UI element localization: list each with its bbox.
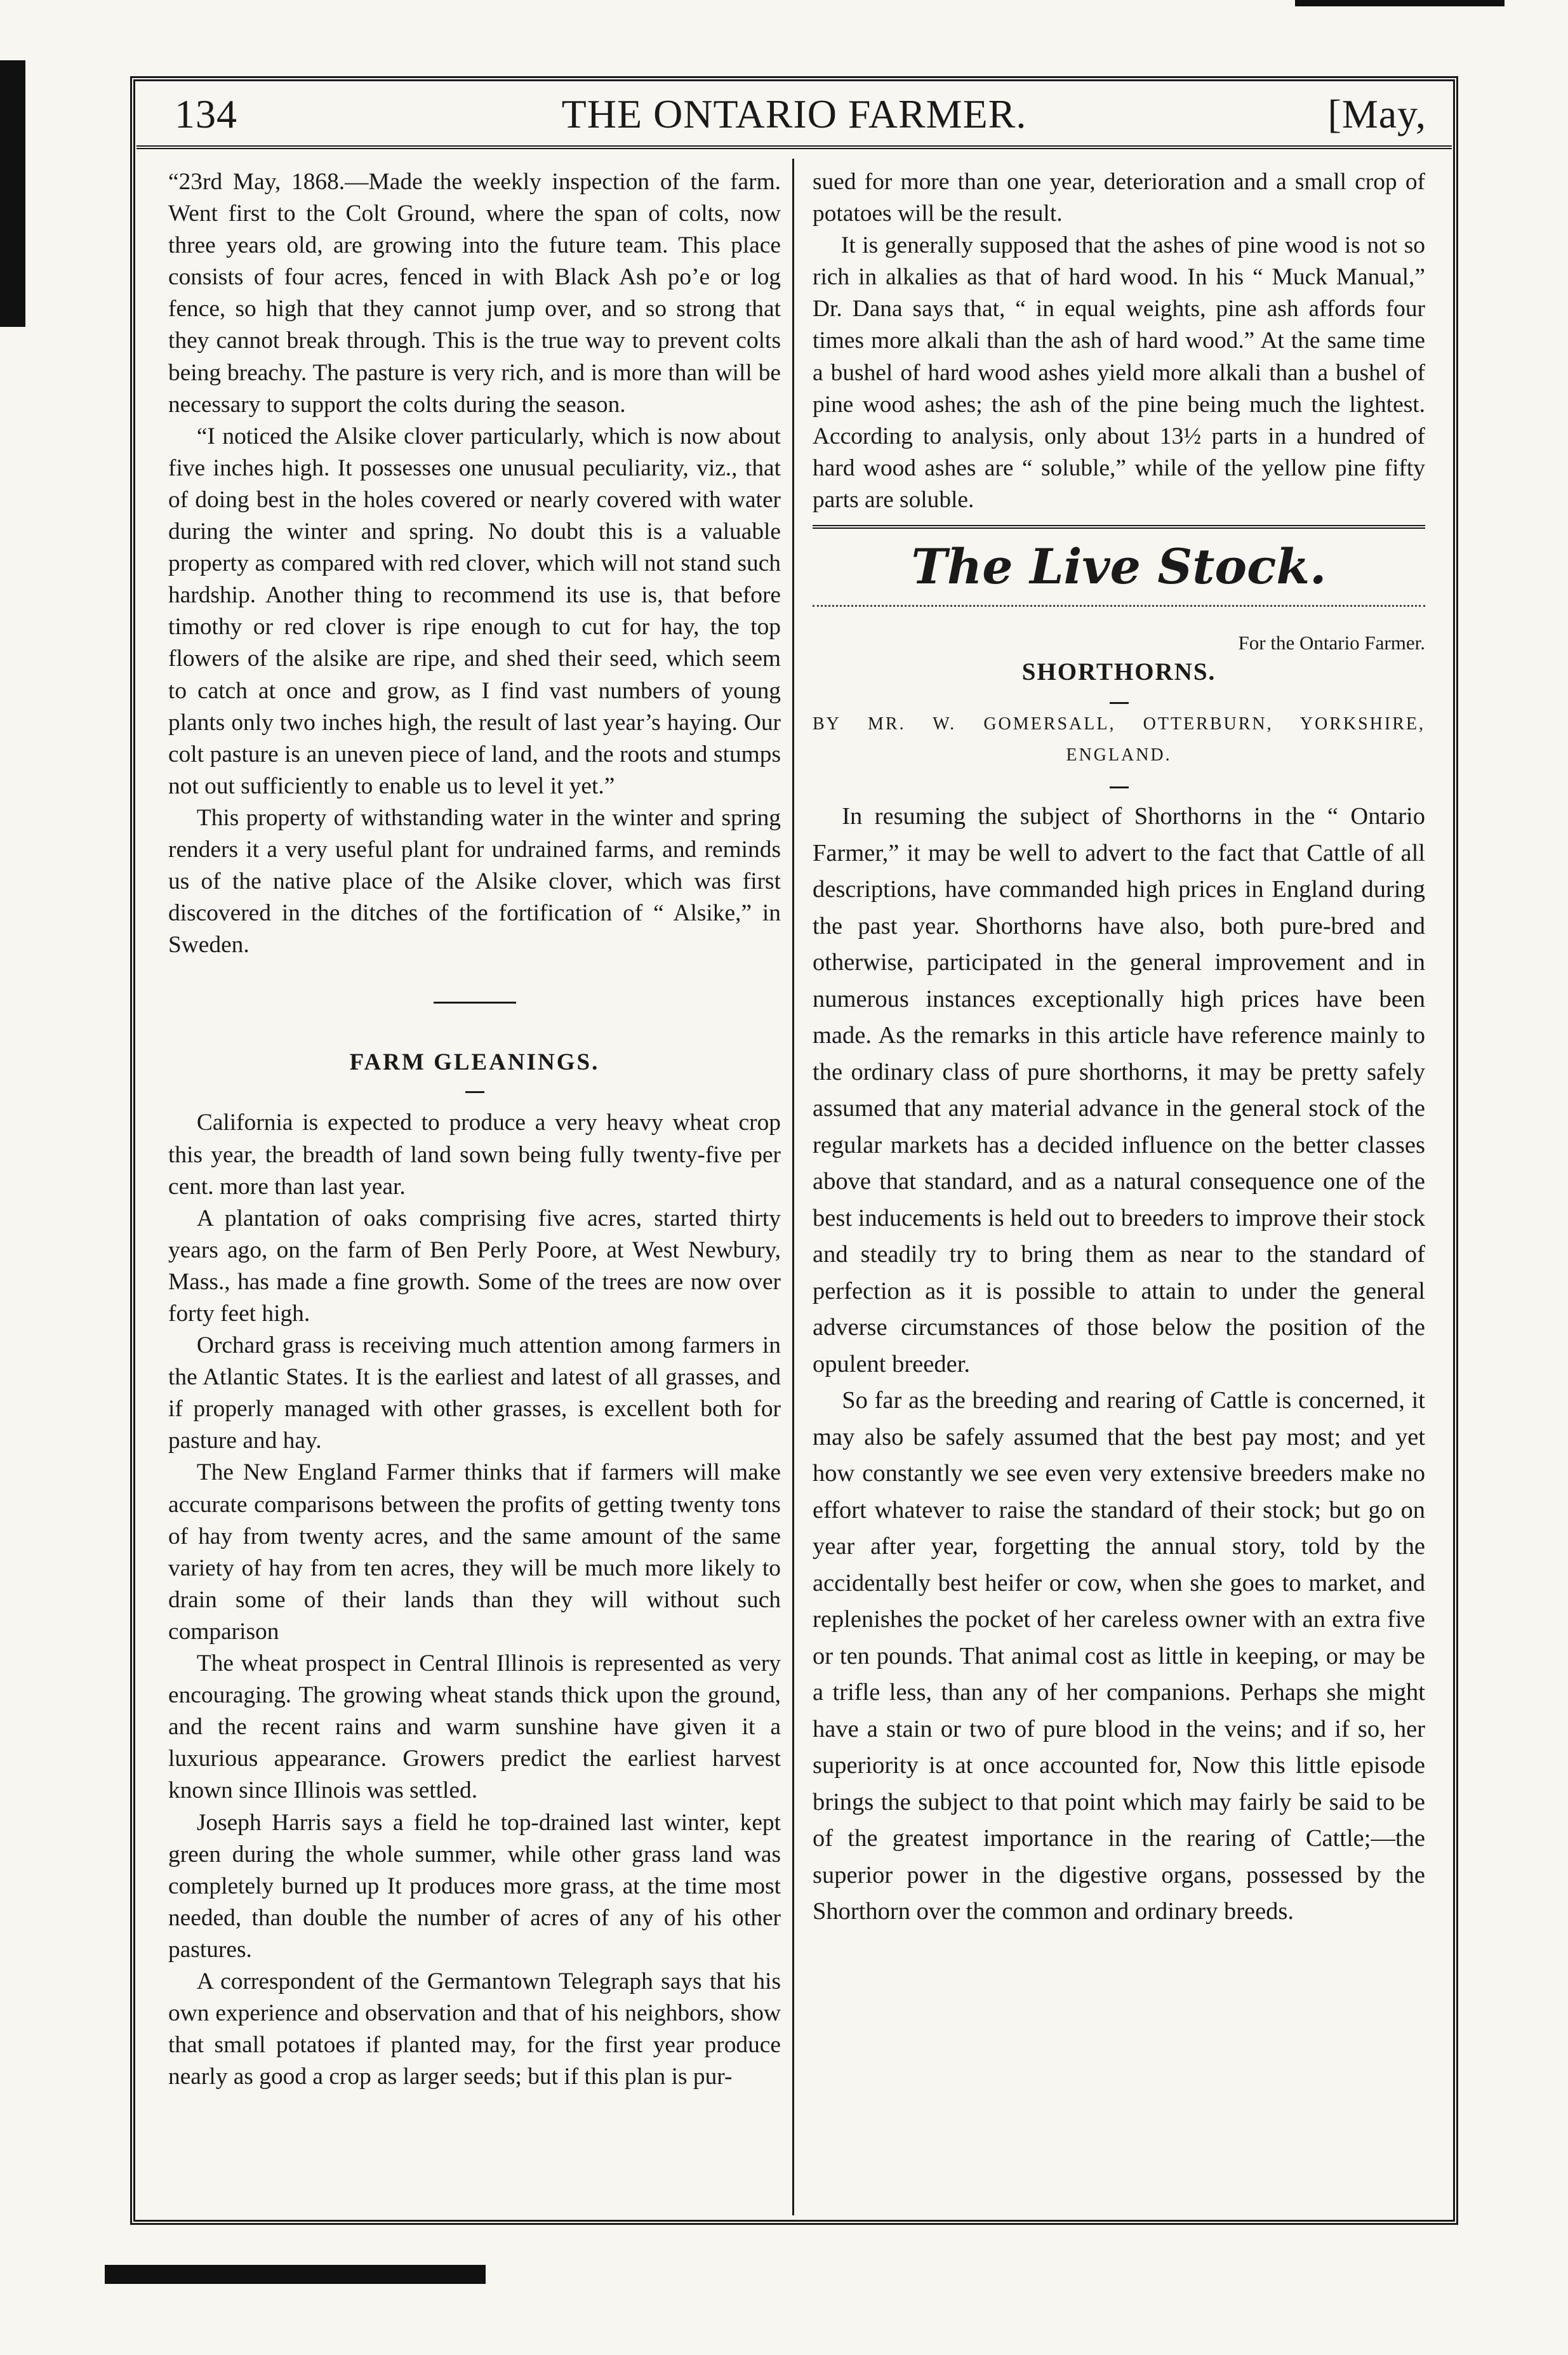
article-credit: For the Ontario Farmer. — [1238, 632, 1425, 654]
paragraph: This property of withstanding water in the winter and spring renders it a very useful plant for undrained farms, and reminds us of the native place of the Alsike clover, which was first discovered in the ditches of the fortification of “ Alsike,” in Sweden. — [168, 804, 781, 959]
article-heading: SHORTHORNS. — [1021, 658, 1216, 686]
scan-bottom-mark — [105, 2265, 486, 2284]
paragraph: “I noticed the Alsike clover particularly, which is now about five inches high. It possesses one unusual peculiarity, viz., that of doing best in the holes covered or nearly covered with water during the winter and spring. No doubt this is a valuable property as compared with red clover, which will not stand such hardship. Another thing to recommend its use is, that before timothy or red clover is ripe enough to cut for hay, the top flowers of the alsike are ripe, and shed their seed, which seem to catch at once and grow, as I find vast numbers of young plants only two inches high, the result of last year’s haying. Our colt pasture is an uneven piece of land, and the roots and stumps not out sufficiently to enable us to level it yet.” — [168, 423, 781, 799]
scan-top-mark — [1295, 0, 1505, 6]
paragraph: A correspondent of the Germantown Telegraph says that his own experience and observation and that of his neighbors, show that small potatoes if planted may, for the first year produce nearly as good a crop as larger seeds; but if this plan is pur- — [168, 1968, 781, 2090]
column-divider — [792, 159, 794, 2215]
article-byline-place: ENGLAND. — [1066, 745, 1172, 766]
paragraph: It is generally supposed that the ashes of pine wood is not so rich in alkalies as that of hard wood. In his “ Muck Manual,” Dr. Dana says that, “ in equal weights, pine ash affords four times more alkali than the ash of hard wood.” At the same time a bushel of hard wood ashes yield more alkali than a bushel of pine wood ashes; the ash of the pine being much the lightest. According to analysis, only about 13½ parts in a hundred of hard wood ashes are “ soluble,” while of the yellow pine fifty parts are soluble. — [813, 232, 1425, 513]
left-column — [168, 166, 781, 2093]
issue-month: [May, — [1327, 91, 1426, 136]
page-number: 134 — [175, 91, 237, 136]
live-stock-section-title: The Live Stock. — [911, 538, 1327, 595]
paragraph: In resuming the subject of Shorthorns in the “ Ontario Farmer,” it may be well to advert to the fact that Cattle of all descriptions, have commanded high prices in England during the past year. Shorthorns have also, both pure-bred and otherwise, participated in the general improvement and in numerous instances exceptionally high prices have been made. As the remarks in this article have reference mainly to the ordinary class of pure shorthorns, it may be pretty safely assumed that any material advance in the general stock of the regular markets has a decided influence on the better classes above that standard, and as a natural consequence one of the best inducements is held out to breeders to improve their stock and steadily try to bring them as near to the standard of perfection as it is possible to attain to under the general adverse circumstances of those below the position of the opulent breeder. — [813, 803, 1425, 1377]
paragraph: “23rd May, 1868.—Made the weekly inspection of the farm. Went first to the Colt Ground, where the span of colts, now three years old, are growing into the future team. This place consists of four acres, fenced in with Black Ash po’e or log fence, so high that they cannot jump over, and so strong that they cannot break through. This is the true way to prevent colts being breachy. The pasture is very rich, and is more than will be necessary to support the colts during the season. — [168, 169, 781, 418]
journal-title: THE ONTARIO FARMER. — [561, 91, 1027, 136]
paragraph: California is expected to produce a very heavy wheat crop this year, the breadth of land sown being fully twenty-five per cent. more than last year. — [168, 1110, 781, 1200]
paragraph: The wheat prospect in Central Illinois is represented as very encouraging. The growing wheat stands thick upon the ground, and the recent rains and warm sunshine have given it a luxurious appearance. Growers predict the earliest harvest known since Illinois was settled. — [168, 1650, 781, 1804]
paragraph: Orchard grass is receiving much attention among farmers in the Atlantic States. It is the earliest and latest of all grasses, and if properly managed with other grasses, is excellent both for pasture and hay. — [168, 1332, 781, 1454]
farm-gleanings-heading: FARM GLEANINGS. — [349, 1049, 600, 1076]
paragraph: A plantation of oaks comprising five acres, started thirty years ago, on the farm of Ben Perly Poore, at West Newbury, Mass., has made a fine growth. Some of the trees are now over forty feet high. — [168, 1205, 781, 1327]
paragraph: sued for more than one year, deterioration and a small crop of potatoes will be the result. — [813, 169, 1425, 227]
article-byline: BY MR. W. GOMERSALL, OTTERBURN, YORKSHIRE, — [813, 714, 1425, 734]
article-body — [813, 799, 1425, 1930]
page-header — [136, 86, 1452, 149]
paragraph: So far as the breeding and rearing of Cattle is concerned, it may also be safely assumed that the best pay most; and yet how constantly we see even very extensive breeders make no effort whatever to raise the standard of their stock; but go on year after year, forgetting the annual story, told by the accidentally best heifer or cow, when she goes to market, and replenishes the pocket of her careless owner with an extra five or ten pounds. That animal cost as little in keeping, or may be a trifle less, than any of her companions. Perhaps she might have a stain or two of pure blood in the veins; and if so, her superiority is at once accounted for, Now this little episode brings the subject to that point which may fairly be said to be of the greatest importance in the rearing of Cattle;—the superior power in the digestive organs, possessed by the Shorthorn over the common and ordinary breeds. — [813, 1387, 1425, 1925]
scan-edge-mark — [0, 60, 25, 327]
right-column — [813, 166, 1425, 1930]
paragraph: Joseph Harris says a field he top-drained last winter, kept green during the whole summer, while other grass land was completely burned up It produces more grass, at the time most needed, than double the number of acres of any of his other pastures. — [168, 1809, 781, 1963]
paragraph: The New England Farmer thinks that if farmers will make accurate comparisons between the profits of getting twenty tons of hay from twenty acres, and the same amount of the same variety of hay from ten acres, they will be much more likely to drain some of their lands than they will without such comparison — [168, 1459, 781, 1645]
